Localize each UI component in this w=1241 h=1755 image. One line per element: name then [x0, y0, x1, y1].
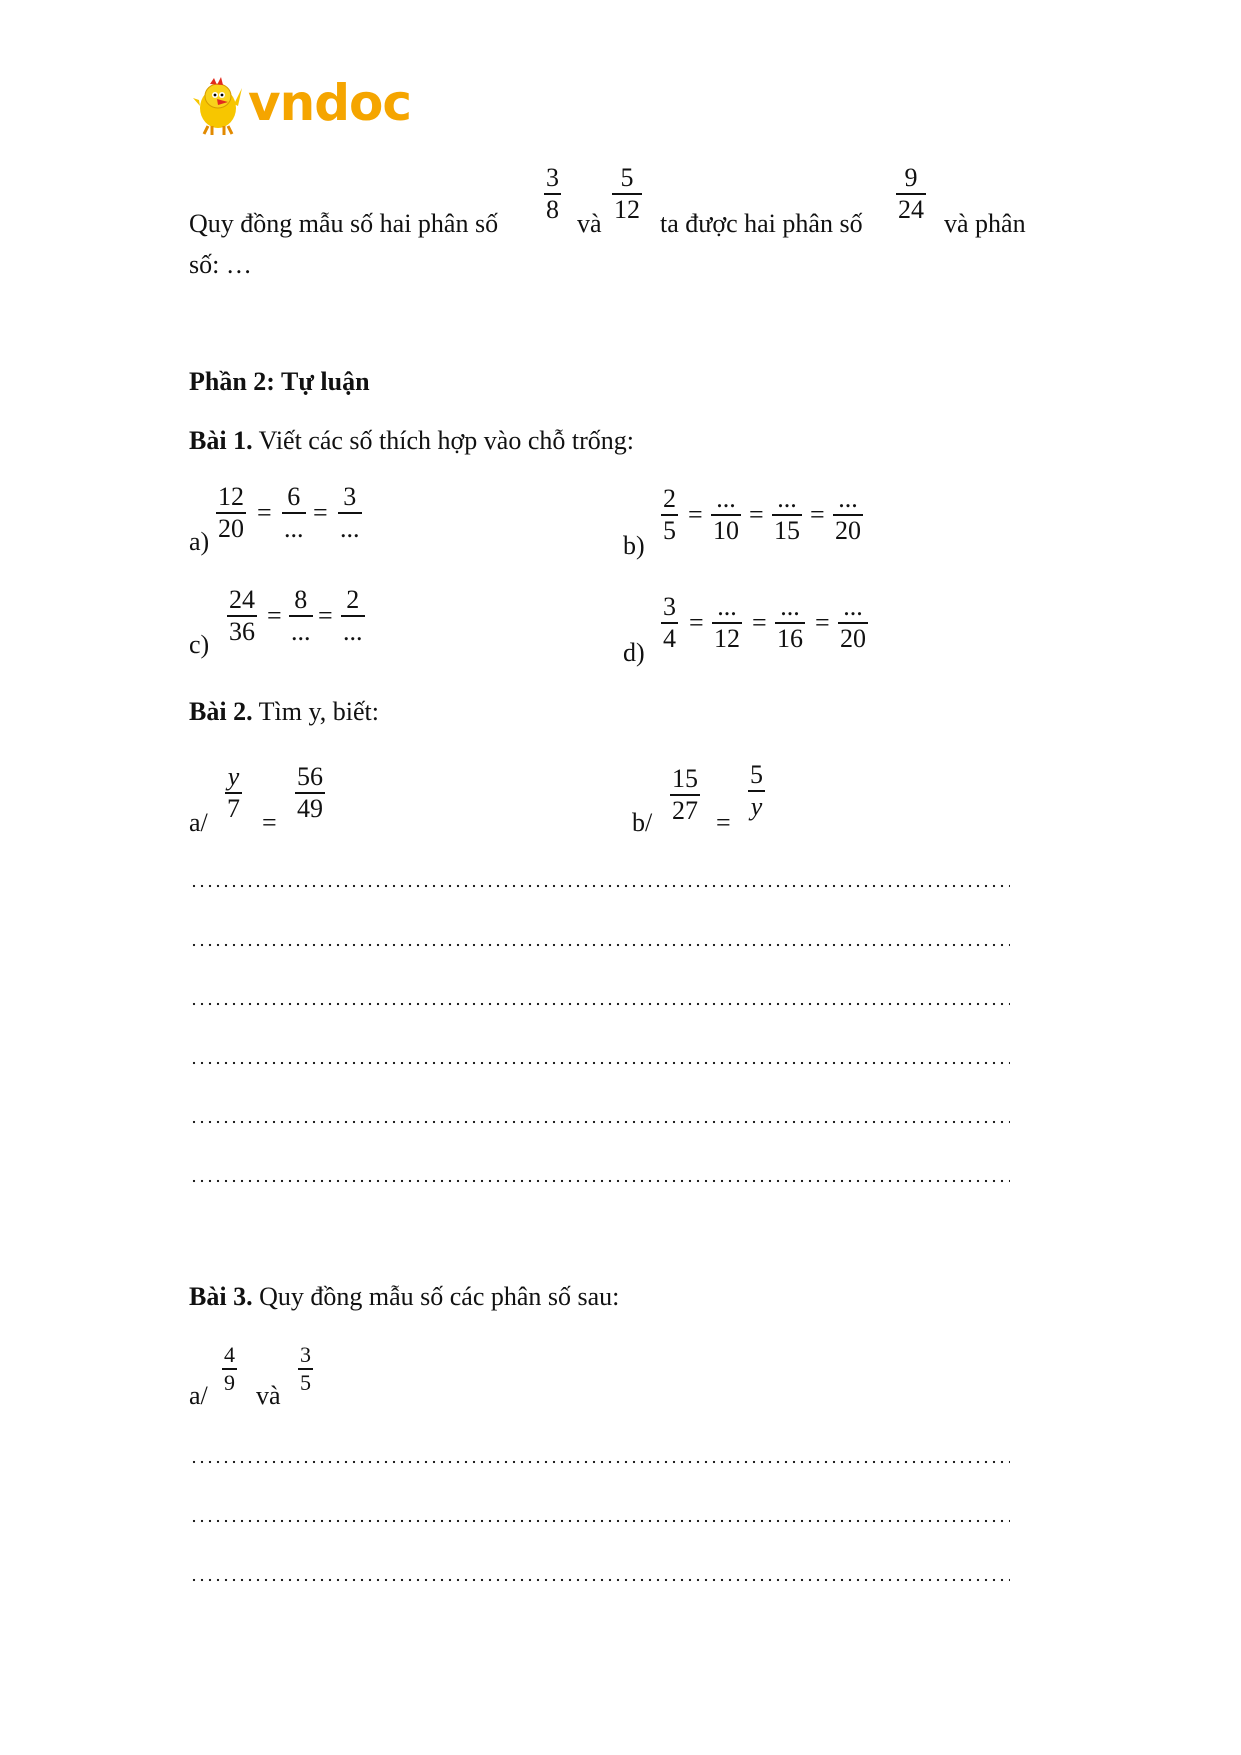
intro-fraction-3: [896, 163, 926, 225]
numerator: ...: [777, 484, 797, 513]
bai1-d-fraction-1: [661, 592, 678, 654]
equals-sign: =: [257, 498, 272, 527]
bai1-c-label: c): [189, 630, 210, 659]
equals-sign: =: [716, 808, 731, 837]
numerator: 9: [904, 163, 918, 192]
denominator: ...: [340, 513, 360, 543]
numerator: 3: [546, 163, 559, 192]
bai1-label: Bài 1.: [189, 426, 253, 455]
bai1-a-label: a): [189, 527, 210, 556]
answer-line[interactable]: [190, 1179, 1010, 1183]
denominator: 24: [898, 194, 924, 224]
bai2-b-left-fraction: [670, 764, 700, 826]
equals-sign: =: [752, 608, 767, 637]
numerator: ...: [780, 592, 800, 621]
denominator: 5: [663, 515, 676, 545]
numerator: 15: [672, 764, 698, 793]
bai2-label: Bài 2.: [189, 697, 253, 726]
bai1-d-fraction-4: [838, 592, 868, 654]
intro-text-line2: số: …: [189, 250, 252, 279]
bai1-b-fraction-3: [772, 484, 802, 546]
denominator: 16: [777, 623, 803, 653]
denominator: 49: [297, 793, 323, 823]
answer-line[interactable]: [190, 1519, 1010, 1523]
numerator: 56: [297, 762, 323, 791]
equals-sign: =: [688, 500, 703, 529]
denominator: 20: [835, 515, 861, 545]
section-title: Phần 2: Tự luận: [189, 367, 370, 396]
bai2-b-label: b/: [632, 808, 653, 837]
intro-fraction-1: [544, 163, 561, 225]
equals-sign: =: [810, 500, 825, 529]
bai2-a-right-fraction: [295, 762, 325, 824]
bai1-d-label: d): [623, 638, 645, 667]
denominator: 36: [229, 616, 255, 646]
answer-line[interactable]: [190, 1120, 1010, 1124]
numerator: 3: [343, 482, 357, 511]
bai1-a-fraction-1: [216, 482, 246, 544]
equals-sign: =: [318, 601, 333, 630]
bai1-a-fraction-3: [338, 482, 362, 544]
intro-fraction-2: [612, 163, 642, 225]
equals-sign: =: [262, 808, 277, 837]
answer-line[interactable]: [190, 943, 1010, 947]
denominator: 15: [774, 515, 800, 545]
denominator: 5: [300, 1369, 311, 1395]
denominator: 27: [672, 795, 698, 825]
numerator: 3: [300, 1342, 311, 1367]
intro-text-post: và phân: [944, 209, 1026, 238]
answer-line[interactable]: [190, 884, 1010, 888]
bai3-a-fraction-2: [298, 1342, 313, 1396]
answer-line[interactable]: [190, 1460, 1010, 1464]
bai1-c-fraction-1: [227, 585, 257, 647]
intro-text-mid: ta được hai phân số: [660, 209, 863, 238]
bai3-text: Quy đồng mẫu số các phân số sau:: [252, 1282, 620, 1311]
denominator: 7: [227, 793, 240, 823]
numerator: ...: [716, 484, 736, 513]
bai1-c-fraction-3: [341, 585, 365, 647]
brand-name: vndoc: [248, 74, 411, 132]
equals-sign: =: [815, 608, 830, 637]
bai1-heading: [189, 426, 634, 456]
denominator: 10: [713, 515, 739, 545]
answer-line[interactable]: [190, 1061, 1010, 1065]
numerator: 8: [294, 585, 308, 614]
bai1-a-fraction-2: [282, 482, 306, 544]
intro-and-1: và: [577, 209, 602, 238]
bai1-b-fraction-1: [661, 484, 678, 546]
numerator: 12: [218, 482, 244, 511]
numerator: 5: [750, 760, 763, 789]
equals-sign: =: [749, 500, 764, 529]
denominator: 8: [546, 194, 559, 224]
numerator: ...: [843, 592, 863, 621]
bai2-b-right-fraction: [748, 760, 765, 822]
answer-line[interactable]: [190, 1578, 1010, 1582]
bai1-d-fraction-3: [775, 592, 805, 654]
intro-text-pre: Quy đồng mẫu số hai phân số: [189, 209, 499, 238]
equals-sign: =: [689, 608, 704, 637]
denominator: 4: [663, 623, 676, 653]
bai2-a-left-fraction: [225, 762, 242, 824]
numerator: ...: [838, 484, 858, 513]
bai3-heading: [189, 1282, 619, 1312]
bai1-b-fraction-4: [833, 484, 863, 546]
bai3-a-fraction-1: [222, 1342, 237, 1396]
bai1-text: Viết các số thích hợp vào chỗ trống:: [252, 426, 634, 455]
bai2-a-label: a/: [189, 808, 208, 837]
bai3-a-and: và: [256, 1381, 281, 1410]
denominator: 9: [224, 1369, 235, 1395]
bai1-b-fraction-2: [711, 484, 741, 546]
numerator: 2: [663, 484, 676, 513]
bai3-a-label: a/: [189, 1381, 208, 1410]
numerator: 2: [346, 585, 360, 614]
denominator: 20: [218, 513, 244, 543]
answer-line[interactable]: [190, 1002, 1010, 1006]
bai2-heading: [189, 697, 379, 727]
numerator: ...: [717, 592, 737, 621]
bai1-b-label: b): [623, 531, 645, 560]
numerator: 3: [663, 592, 676, 621]
equals-sign: =: [313, 498, 328, 527]
numerator: 5: [620, 163, 634, 192]
denominator: ...: [284, 513, 304, 543]
numerator: 4: [224, 1342, 235, 1367]
denominator: 12: [714, 623, 740, 653]
bai1-d-fraction-2: [712, 592, 742, 654]
numerator: 24: [229, 585, 255, 614]
equals-sign: =: [267, 601, 282, 630]
bai1-c-fraction-2: [289, 585, 313, 647]
denominator: ...: [291, 616, 311, 646]
bai2-text: Tìm y, biết:: [252, 697, 379, 726]
bai3-label: Bài 3.: [189, 1282, 253, 1311]
denominator: y: [750, 791, 763, 821]
denominator: ...: [343, 616, 363, 646]
denominator: 12: [614, 194, 640, 224]
numerator: 6: [287, 482, 301, 511]
numerator: y: [227, 762, 240, 791]
denominator: 20: [840, 623, 866, 653]
